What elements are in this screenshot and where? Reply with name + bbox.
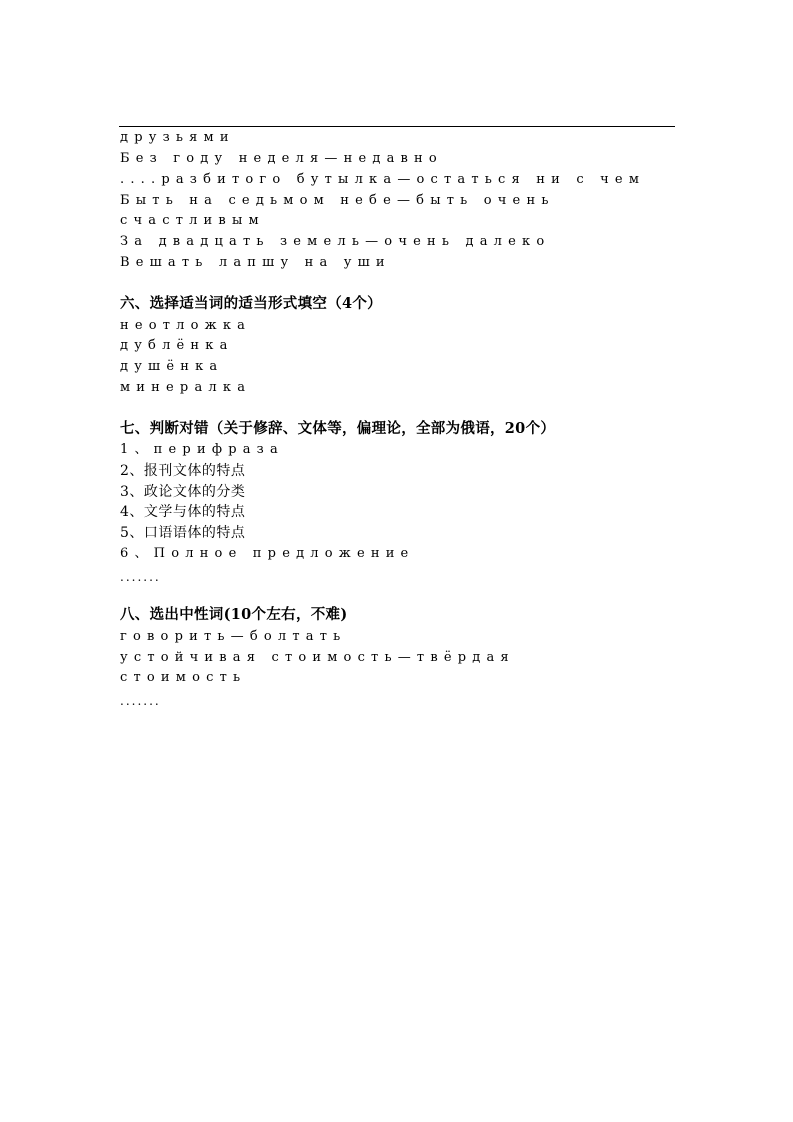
list-item: минералка — [120, 380, 252, 395]
idiom-line: Вешать лапшу на уши — [120, 255, 391, 270]
list-item: 2、报刊文体的特点 — [120, 463, 246, 479]
idiom-line: друзьями — [120, 130, 235, 145]
list-item: 3、政论文体的分类 — [120, 484, 246, 500]
idiom-line: ....разбитого бутылка—остаться ни с чем — [120, 172, 646, 187]
section-heading: 七、判断对错（关于修辞、文体等，偏理论，全部为俄语，20个） — [120, 420, 556, 437]
list-item: говорить—болтать — [120, 629, 347, 644]
list-item: неотложка — [120, 318, 252, 333]
idiom-line: Без году неделя—недавно — [120, 151, 443, 166]
list-item: 1、перифраза — [120, 442, 284, 457]
list-item: стоимость — [120, 670, 247, 685]
idiom-line: За двадцать земель—очень далеко — [120, 234, 551, 249]
list-item: 4、文学与体的特点 — [120, 504, 246, 520]
list-item: душёнка — [120, 359, 224, 374]
list-item: 5、口语语体的特点 — [120, 525, 246, 541]
section-heading: 六、选择适当词的适当形式填空（4个） — [120, 295, 382, 312]
list-item: устойчивая стоимость—твёрдая — [120, 650, 515, 665]
idiom-line: Быть на седьмом небе—быть очень — [120, 193, 555, 208]
idiom-line: счастливым — [120, 213, 265, 228]
list-item: 6、Полное предложение — [120, 546, 415, 561]
ellipsis: ....... — [120, 570, 161, 584]
header-rule — [119, 126, 675, 127]
section-heading: 八、选出中性词(10个左右，不难) — [120, 606, 348, 623]
list-item: дублёнка — [120, 338, 234, 353]
ellipsis: ....... — [120, 694, 161, 708]
